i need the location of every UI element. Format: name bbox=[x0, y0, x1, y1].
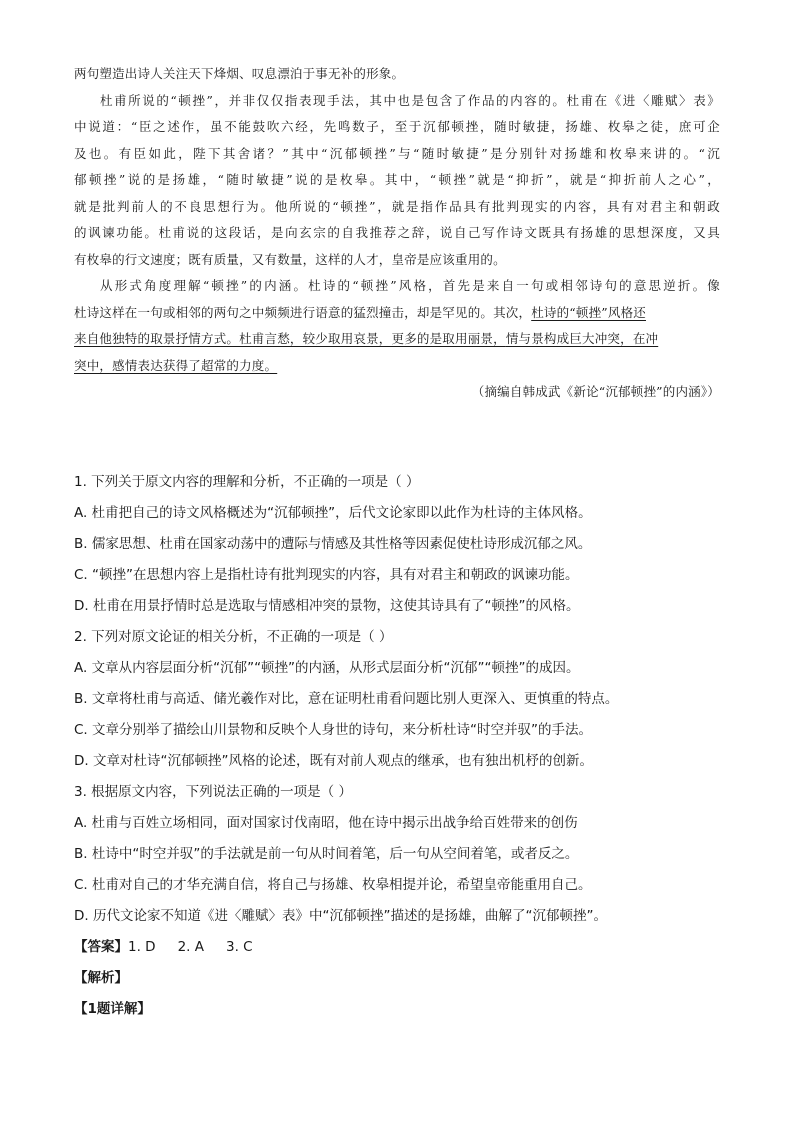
passage-line bbox=[74, 353, 720, 380]
underlined-text: 突中，感情表达获得了超常的力度。 bbox=[74, 357, 278, 373]
question-option: A. 杜甫把自己的诗文风格概述为“沉郁顿挫”，后代文论家即以此作为杜诗的主体风格。 bbox=[74, 505, 592, 521]
passage-line: 就是批判前人的不良思想行为。他所说的“顿挫”，就是指作品具有批判现实的内容，具有对君主和朝政 bbox=[74, 198, 720, 214]
question-option: C. “顿挫”在思想内容上是指杜诗有批判现实的内容，具有对君主和朝政的讽谏功能。 bbox=[74, 567, 579, 583]
question-option: B. 文章将杜甫与高适、储光羲作对比，意在证明杜甫看问题比别人更深入、更慎重的特点。 bbox=[74, 691, 619, 707]
question-option: D. 历代文论家不知道《进〈雕赋〉表》中“沉郁顿挫”描述的是扬雄，曲解了“沉郁顿挫”。 bbox=[74, 908, 607, 924]
question-stem: 2. 下列对原文论证的相关分析，不正确的一项是（ ） bbox=[74, 629, 393, 645]
passage-line: 及也。有臣如此，陛下其舍诸？”其中“沉郁顿挫”与“随时敏捷”是分别针对扬雄和枚皋来讲的。“沉 bbox=[74, 145, 720, 161]
question-option: B. 儒家思想、杜甫在国家动荡中的遭际与情感及其性格等因素促使杜诗形成沉郁之风。 bbox=[74, 536, 592, 552]
analysis-label: 【解析】 bbox=[74, 970, 128, 986]
answer-item: 3. C bbox=[226, 939, 253, 955]
question-option: C. 杜甫对自己的才华充满自信，将自己与扬雄、枚皋相提并论，希望皇帝能重用自己。 bbox=[74, 877, 592, 893]
answer-line bbox=[74, 932, 720, 963]
source-citation: （摘编自韩成武《新论“沉郁顿挫”的内涵》） bbox=[471, 384, 720, 399]
detail-label: 【1题详解】 bbox=[74, 1001, 151, 1017]
questions-section bbox=[74, 467, 720, 1025]
passage-line bbox=[74, 300, 720, 327]
question-stem: 1. 下列关于原文内容的理解和分析，不正确的一项是（ ） bbox=[74, 474, 420, 490]
passage-line: 中说道：“臣之述作，虽不能鼓吹六经，先鸣数子，至于沉郁顿挫，随时敏捷，扬雄、枚皋之徒，庶可企 bbox=[74, 119, 720, 134]
question-stem: 3. 根据原文内容，下列说法正确的一项是（ ） bbox=[74, 784, 352, 800]
question-option: A. 文章从内容层面分析“沉郁”“顿挫”的内涵，从形式层面分析“沉郁”“顿挫”的成因。 bbox=[74, 660, 580, 676]
question-option: C. 文章分别举了描绘山川景物和反映个人身世的诗句，来分析杜诗“时空并驭”的手法。 bbox=[74, 722, 592, 738]
question-option: A. 杜甫与百姓立场相同，面对国家讨伐南昭，他在诗中揭示出战争给百姓带来的创伤 bbox=[74, 815, 578, 831]
passage-line: 的讽谏功能。杜甫说的这段话，是向玄宗的自我推荐之辞，说自己写作诗文既具有扬雄的思想深度，又具 bbox=[74, 225, 720, 240]
underlined-text: 来自他独特的取景抒情方式。杜甫言愁，较少取用哀景，更多的是取用丽景， bbox=[74, 331, 506, 346]
answer-item: 2. A bbox=[177, 939, 204, 955]
question-option: D. 文章对杜诗“沉郁顿挫”风格的论述，既有对前人观点的继承，也有独出机杼的创新。 bbox=[74, 753, 593, 769]
passage bbox=[74, 61, 720, 406]
answer-label: 【答案】 bbox=[74, 939, 128, 955]
passage-line: 从形式角度理解“顿挫”的内涵。杜诗的“顿挫”风格，首先是来自一句或相邻诗句的意思逆折。像 bbox=[100, 278, 720, 293]
passage-text: 杜诗这样在一句或相邻的两句之中频频进行语意的猛烈撞击，却是罕见的。其次， bbox=[74, 304, 532, 320]
passage-line: 郁顿挫”说的是扬雄，“随时敏捷”说的是枚皋。其中，“顿挫”就是“抑折”，就是“抑折前人之心”， bbox=[74, 172, 720, 187]
passage-line: 杜甫所说的“顿挫”，并非仅仅指表现手法，其中也是包含了作品的内容的。杜甫在《进〈雕赋〉表》 bbox=[100, 92, 720, 108]
answer-item: 1. D bbox=[128, 939, 156, 955]
underlined-text: 情与景构成巨大冲突，在冲 bbox=[505, 331, 659, 346]
passage-line: 有枚皋的行文速度；既有质量，又有数量，这样的人才，皇帝是应该重用的。 bbox=[74, 251, 506, 267]
question-option: D. 杜甫在用景抒情时总是选取与情感相冲突的景物，这使其诗具有了“顿挫”的风格。 bbox=[74, 598, 580, 614]
underlined-text: 杜诗的“顿挫”风格还 bbox=[531, 304, 646, 320]
passage-line bbox=[74, 326, 720, 353]
passage-line: 两句塑造出诗人关注天下烽烟、叹息漂泊于事无补的形象。 bbox=[74, 66, 405, 81]
question-option: B. 杜诗中“时空并驭”的手法就是前一句从时间着笔，后一句从空间着笔，或者反之。 bbox=[74, 846, 579, 862]
